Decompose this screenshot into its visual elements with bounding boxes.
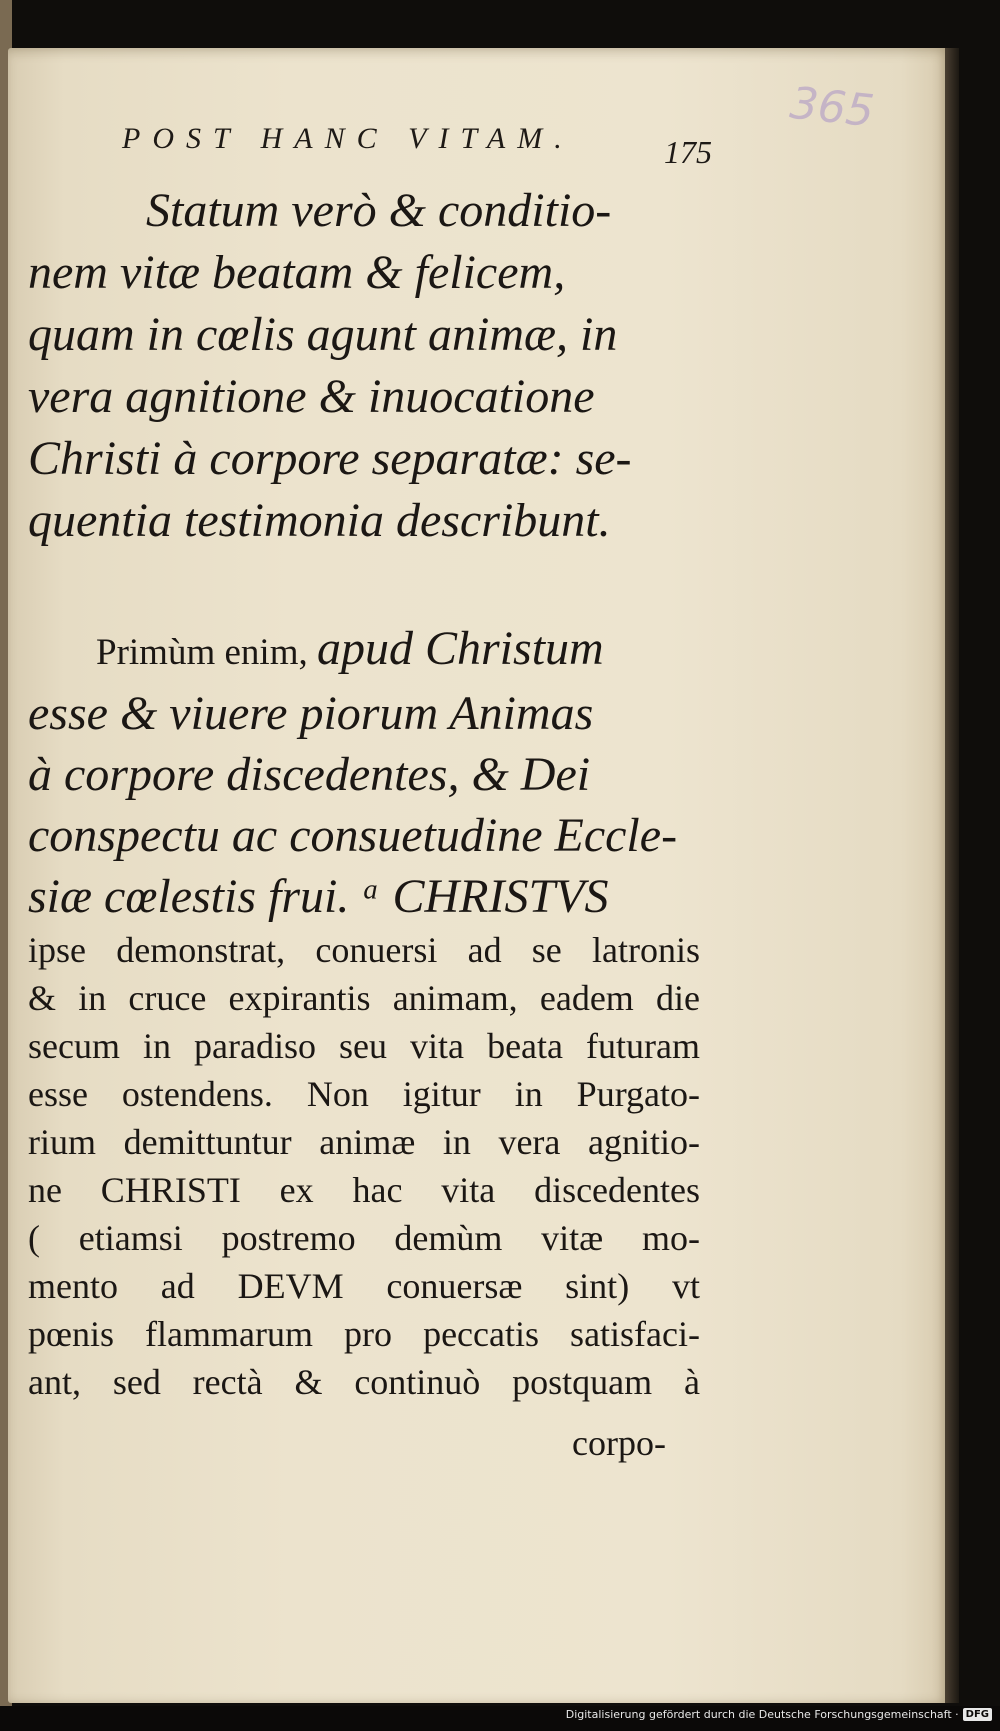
dfg-logo: DFG — [963, 1708, 992, 1721]
italic-paragraph — [28, 180, 708, 552]
text-line: vera agnitione & inuocatione — [28, 370, 595, 423]
text-line: ( etiamsi postremo demùm vitæ mo- — [28, 1218, 700, 1258]
page-number: 175 — [664, 134, 712, 170]
text-line: ipse demonstrat, conuersi ad se latronis — [28, 930, 700, 970]
text-line: esse ostendens. Non igitur in Purgato- — [28, 1074, 700, 1114]
body-paragraph — [28, 926, 708, 1406]
text-line: & in cruce expirantis animam, eadem die — [28, 978, 700, 1018]
running-head: POST HANC VITAM. — [122, 122, 574, 155]
mixed-paragraph — [28, 618, 708, 927]
text-line: à corpore discedentes, & Dei — [28, 748, 591, 801]
text-line: quentia testimonia describunt. — [28, 494, 611, 547]
text-line: mento ad DEVM conuersæ sint) vt — [28, 1266, 700, 1306]
text-line: Statum verò & conditio- — [146, 184, 612, 237]
text-line: nem vitæ beatam & felicem, — [28, 246, 566, 299]
roman-text: Primùm enim, — [96, 632, 317, 673]
text-line: ne CHRISTI ex hac vita discedentes — [28, 1170, 700, 1210]
text-line: siæ cœlestis frui. ᵃ CHRISTVS — [28, 870, 609, 923]
footer-credit-text: Digitalisierung gefördert durch die Deutsche Forschungsgemeinschaft · — [565, 1708, 959, 1721]
text-line: Christi à corpore separatæ: se- — [28, 432, 632, 485]
catchword: corpo- — [572, 1423, 666, 1463]
text-line: quam in cœlis agunt animæ, in — [28, 308, 618, 361]
italic-text: apud Christum — [316, 622, 604, 675]
text-line: conspectu ac consuetudine Eccle- — [28, 809, 678, 862]
text-line: secum in paradiso seu vita beata futuram — [28, 1026, 700, 1066]
text-line: pœnis flammarum pro peccatis satisfaci- — [28, 1314, 700, 1354]
text-line: ant, sed rectà & continuò postquam à — [28, 1362, 700, 1402]
footer-credit — [566, 1708, 992, 1721]
handwritten-page-mark: 365 — [787, 77, 877, 138]
text-line — [28, 618, 708, 683]
text-line: rium demittuntur animæ in vera agnitio- — [28, 1122, 700, 1162]
page-edge-shadow — [945, 48, 959, 1703]
text-line: esse & viuere piorum Animas — [28, 687, 594, 740]
